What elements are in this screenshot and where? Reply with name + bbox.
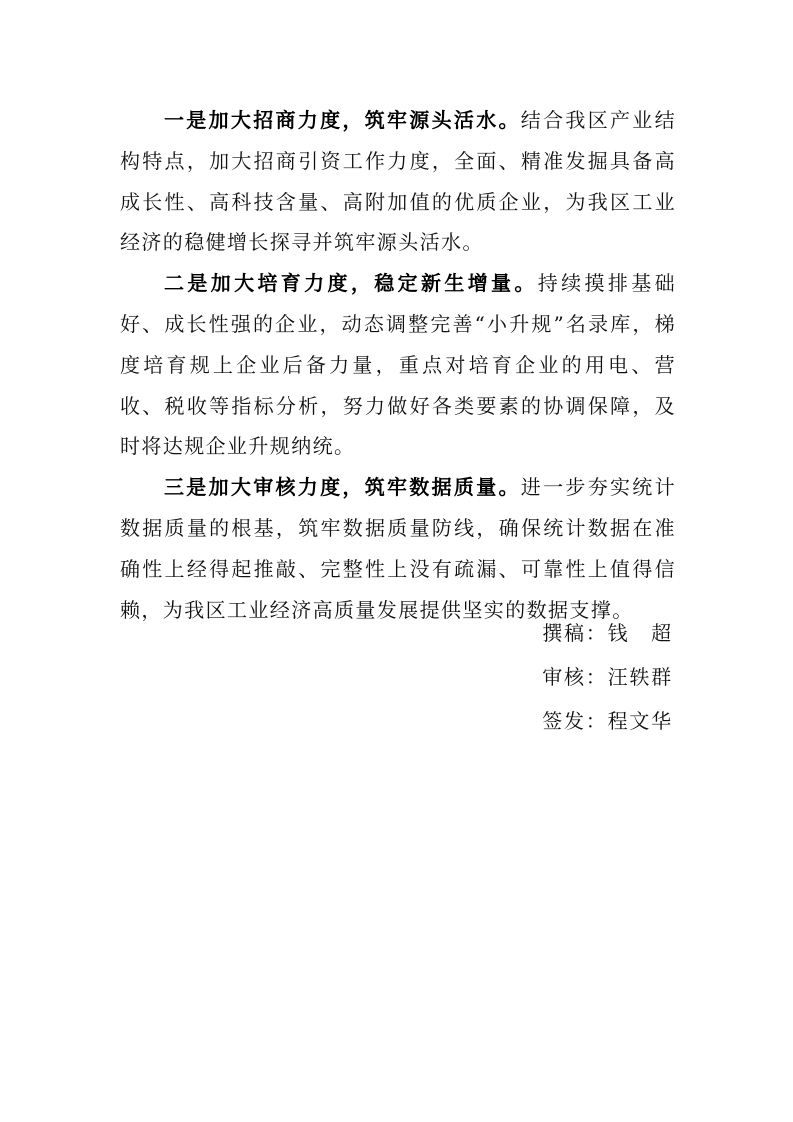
paragraph-2-lead: 二是加大培育力度，稳定新生增量。: [164, 271, 538, 296]
approver-line: 签发：程文华: [542, 709, 673, 733]
paragraph-3: [120, 467, 676, 630]
paragraph-1: [120, 100, 676, 263]
paragraph-3-body: 进一步夯实统计数据质量的根基，筑牢数据质量防线，确保统计数据在准确性上经得起推敲、完整性上没有疏漏、可靠性上值得信赖，为我区工业经济高质量发展提供坚实的数据支撑。: [120, 475, 676, 622]
paragraph-2: [120, 263, 676, 467]
paragraph-1-lead: 一是加大招商力度，筑牢源头活水。: [164, 108, 521, 132]
reviewer-line: 审核：汪轶群: [542, 665, 673, 689]
author-line: 撰稿：钱 超: [542, 621, 673, 645]
paragraph-1-body: 结合我区产业结构特点，加大招商引资工作力度，全面、精准发掘具备高成长性、高科技含量、高附加值的优质企业，为我区工业经济的稳健增长探寻并筑牢源头活水。: [120, 108, 676, 255]
paragraph-3-lead: 三是加大审核力度，筑牢数据质量。: [164, 475, 521, 500]
document-body: [120, 100, 676, 630]
paragraph-2-body: 持续摸排基础好、成长性强的企业，动态调整完善“小升规”名录库，梯度培育规上企业后备力量，重点对培育企业的用电、营收、税收等指标分析，努力做好各类要素的协调保障，及时将达规企业升规纳统。: [120, 271, 676, 459]
